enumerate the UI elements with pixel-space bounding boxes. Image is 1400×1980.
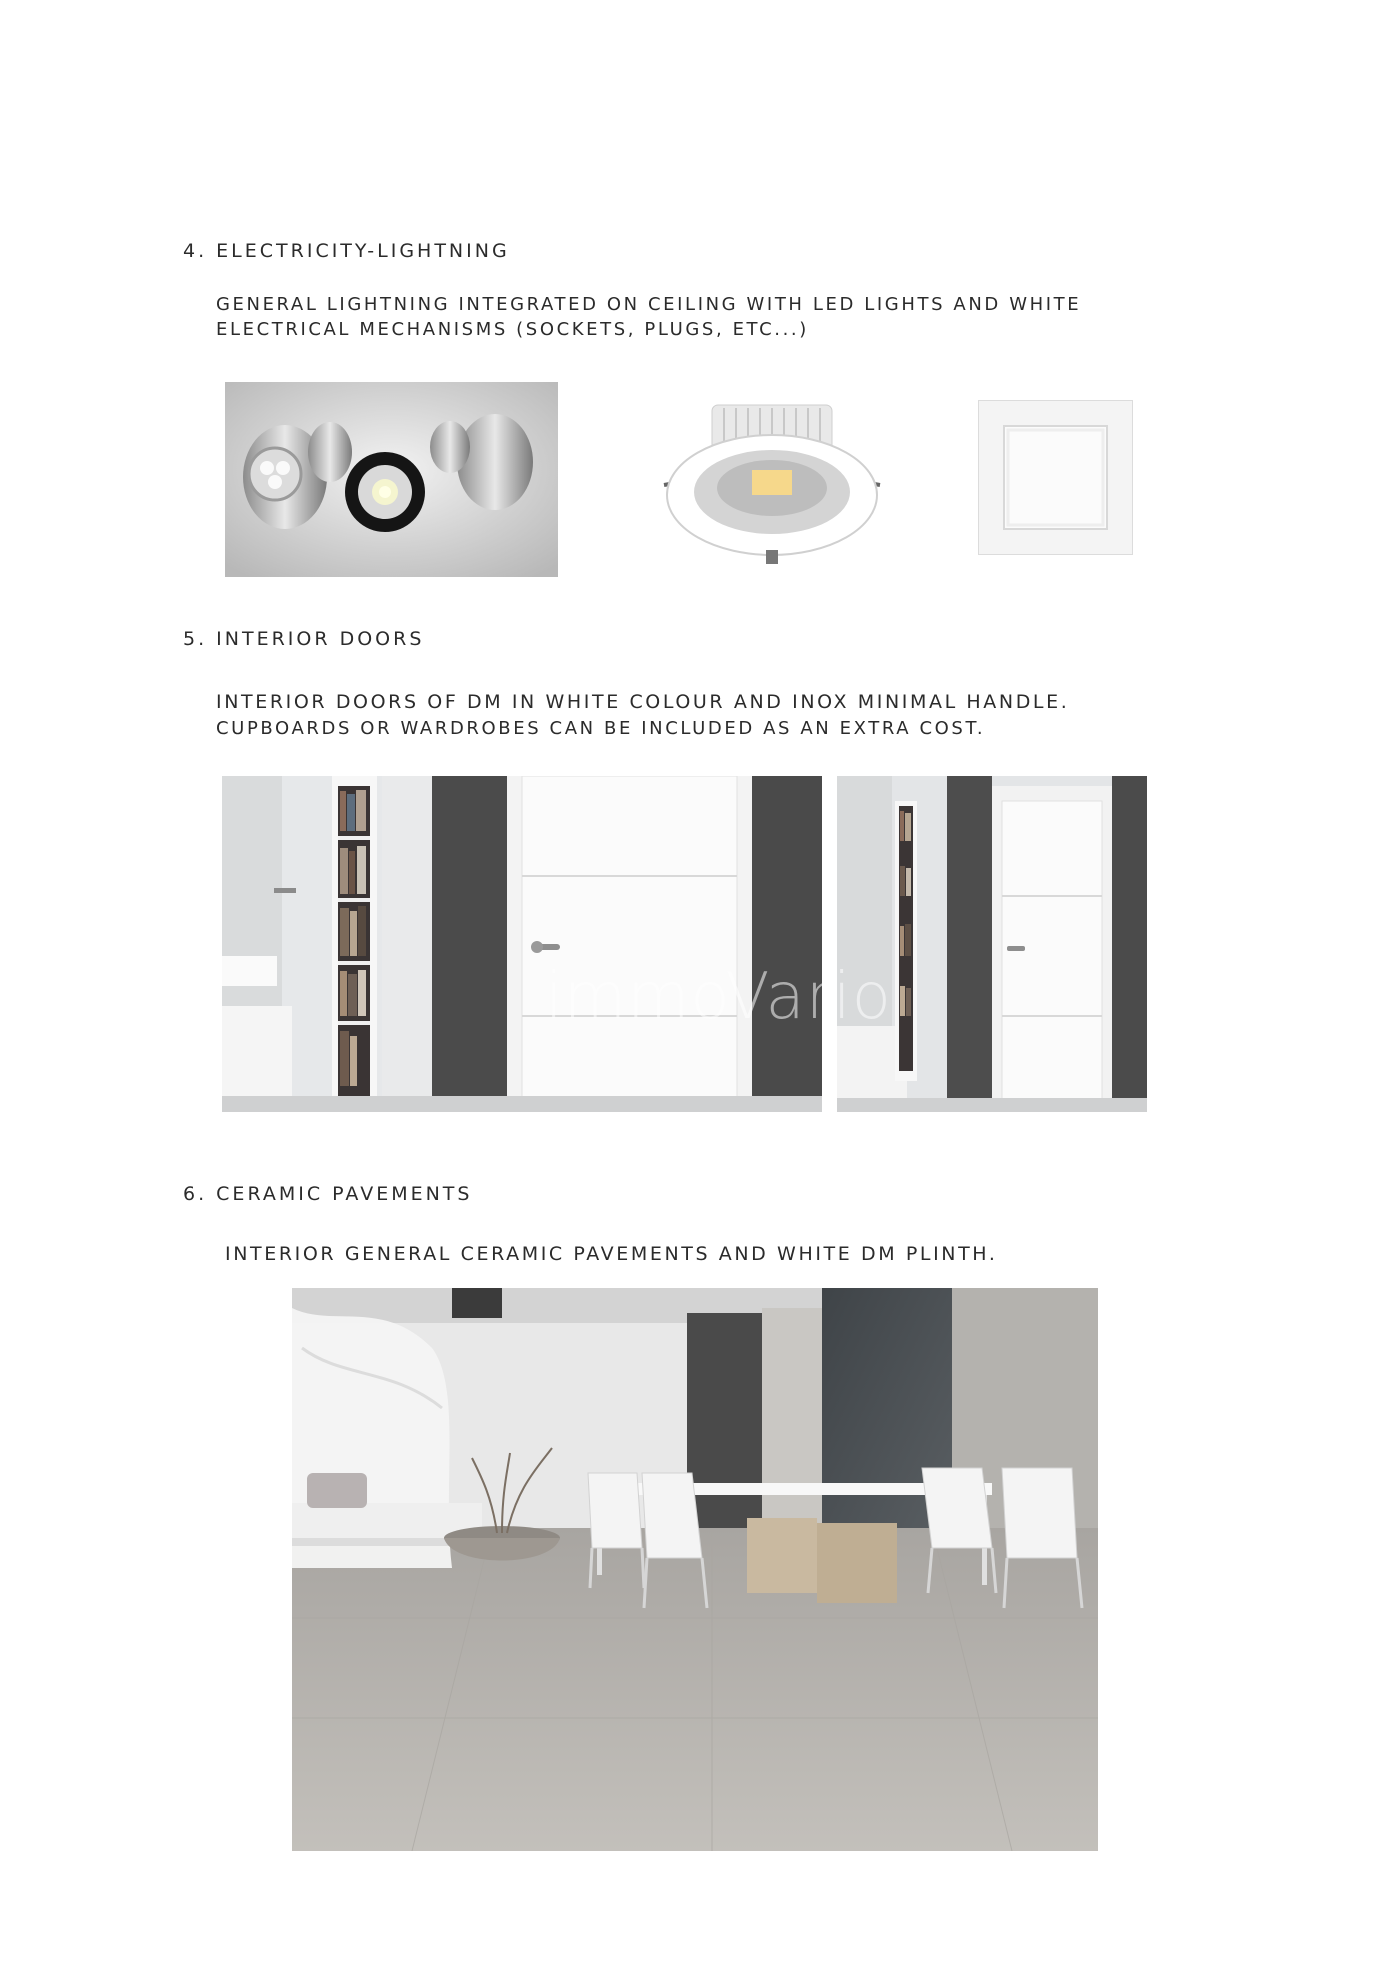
- section-heading-ceramic-pavements: 6. CERAMIC PAVEMENTS: [183, 1183, 473, 1205]
- led-spotlight-bulbs-photo: [225, 382, 558, 577]
- white-door-wide-photo: [837, 776, 1147, 1112]
- section-text-electricity-line-2: ELECTRICAL MECHANISMS (SOCKETS, PLUGS, ETC...): [216, 319, 809, 340]
- watermark: immoVario: [545, 960, 892, 1034]
- section-heading-electricity: 4. ELECTRICITY-LIGHTNING: [183, 240, 510, 262]
- section-text-doors-line-1: INTERIOR DOORS OF DM IN WHITE COLOUR AND INOX MINIMAL HANDLE.: [216, 691, 1070, 713]
- section-text-electricity-line-1: GENERAL LIGHTNING INTEGRATED ON CEILING WITH LED LIGHTS AND WHITE: [216, 294, 1082, 315]
- section-heading-interior-doors: 5. INTERIOR DOORS: [183, 628, 425, 650]
- ceramic-floor-interior-photo: [292, 1288, 1098, 1851]
- section-text-doors-line-2: CUPBOARDS OR WARDROBES CAN BE INCLUDED AS AN EXTRA COST.: [216, 718, 986, 739]
- recessed-downlight-photo: [662, 400, 882, 570]
- white-interior-door-photo: [222, 776, 822, 1112]
- white-light-switch-photo: [978, 400, 1133, 555]
- section-text-pavements-line-1: INTERIOR GENERAL CERAMIC PAVEMENTS AND WHITE DM PLINTH.: [225, 1243, 998, 1265]
